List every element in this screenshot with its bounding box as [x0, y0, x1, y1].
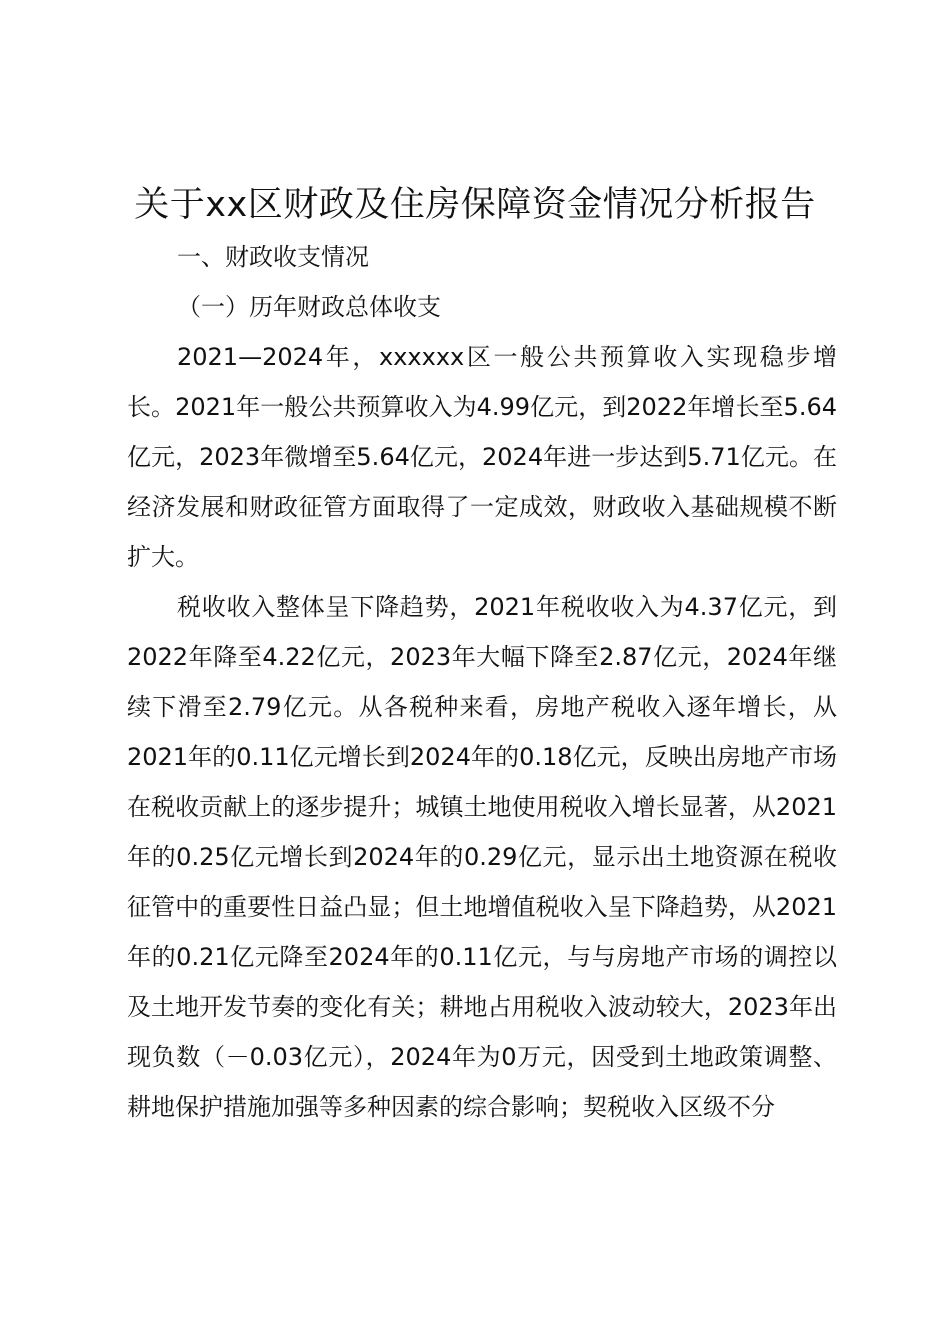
paragraph-tax-revenue: 税收收入整体呈下降趋势，2021年税收收入为4.37亿元，到2022年降至4.22亿元，2023年大幅下降至2.87亿元，2024年继续下滑至2.79亿元。从各税种来看，房地产税收入逐年增长，从2021年的0.11亿元增长到2024年的0.18亿元，反映出房地产市场在税收贡献上的逐步提升；城镇土地使用税收入增长显著，从2021年的0.25亿元增长到2024年的0.29亿元，显示出土地资源在税收征管中的重要性日益凸显；但土地增值税收入呈下降趋势，从2021年的0.21亿元降至2024年的0.11亿元，与与房地产市场的调控以及土地开发节奏的变化有关；耕地占用税收入波动较大，2023年出现负数（－0.03亿元），2024年为0万元，因受到土地政策调整、耕地保护措施加强等多种因素的综合影响；契税收入区级不分 — [127, 593, 837, 1121]
paragraph-revenue-growth: 2021—2024年，xxxxxx区一般公共预算收入实现稳步增长。2021年一般公共预算收入为4.99亿元，到2022年增长至5.64亿元，2023年微增至5.64亿元，2024年进一步达到5.71亿元。在经济发展和财政征管方面取得了一定成效，财政收入基础规模不断扩大。 — [127, 343, 837, 571]
section-heading: 一、财政收支情况 — [177, 243, 369, 271]
document-title: 关于xx区财政及住房保障资金情况分析报告 — [134, 185, 816, 225]
document-body — [127, 232, 837, 1132]
subsection-heading: （一）历年财政总体收支 — [177, 293, 441, 321]
